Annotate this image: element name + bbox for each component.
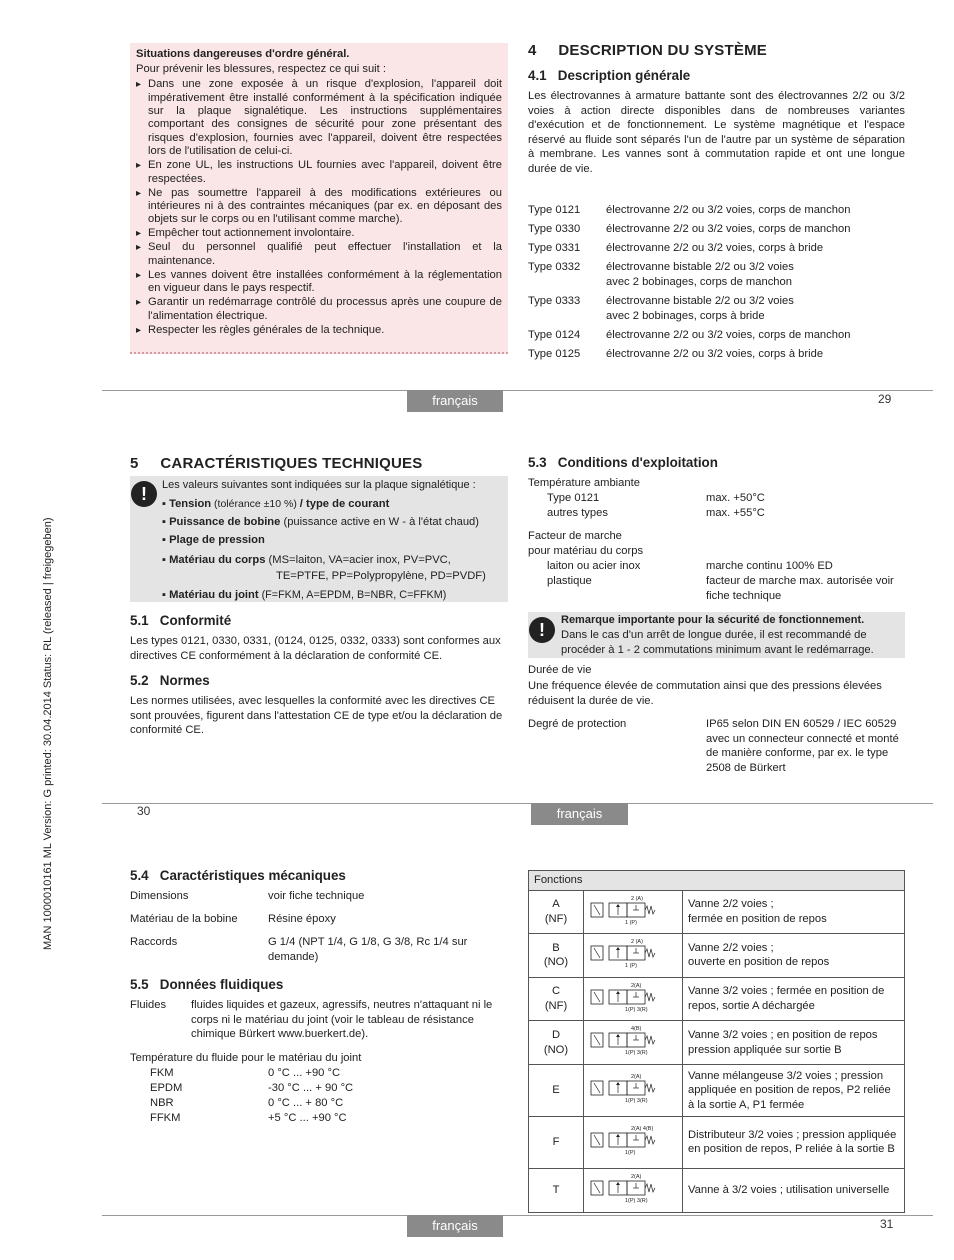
page-divider (102, 390, 933, 391)
type-code: Type 0332 (528, 261, 581, 274)
valve-symbol (584, 977, 683, 1021)
warning-item: ▸ Seul du personnel qualifié peut effectuer l'installation et la maintenance. (136, 241, 502, 268)
function-row (529, 1064, 905, 1116)
temp-row-label: Type 0121 (547, 492, 600, 504)
section-5-title: 5 CARACTÉRISTIQUES TECHNIQUES (130, 455, 423, 472)
type-row (528, 328, 905, 347)
port-label-bottom: 1(P) 3(R) (625, 1197, 648, 1204)
warning-intro: Pour prévenir les blessures, respectez ce qui suit : (136, 62, 386, 75)
duty-row-value: facteur de marche max. autorisée voir fiche technique (706, 575, 894, 602)
note-item-body-material-cont: TE=PTFE, PP=Polypropylène, PD=PVDF) (276, 570, 486, 582)
note-item-body-material: ▪ Matériau du corps (MS=laiton, VA=acier inox, PV=PVC, (162, 554, 451, 566)
type-code: Type 0121 (528, 204, 581, 216)
function-code: E (529, 1064, 584, 1116)
temp-row-value: max. +50°C (706, 492, 765, 504)
types-table (528, 203, 905, 366)
section-5-4-title: 5.4 Caractéristiques mécaniques (130, 868, 346, 883)
warning-item: ▸ Respecter les règles générales de la technique. (136, 324, 502, 337)
duty-label: Facteur de marche (528, 530, 622, 542)
section-5-2-title: 5.2 Normes (130, 673, 210, 688)
valve-symbol (584, 1021, 683, 1065)
language-tab: français (531, 803, 628, 825)
type-code: Type 0333 (528, 294, 581, 307)
warning-item: ▸ Les vannes doivent être installées conformément à la réglementation en vigueur dans le pays respectif. (136, 269, 502, 296)
lifetime-text: Une fréquence élevée de commutation ainsi que des pressions élevées réduisent la durée de vie. (528, 680, 882, 707)
valve-symbol (584, 1064, 683, 1116)
function-row (529, 1116, 905, 1168)
mech-row-label: Dimensions (130, 890, 189, 902)
remark-text: Dans le cas d'un arrêt de longue durée, il est recommandé de procéder à 1 - 2 commutations minimum avant le redémarrage. (561, 629, 874, 656)
protection-value: IP65 selon DIN EN 60529 / IEC 60529 avec un connecteur connecté et monté de manière conforme, par ex. le type 2508 de Bürkert (706, 718, 899, 774)
valve-symbol (584, 1168, 683, 1212)
type-code: Type 0330 (528, 223, 581, 236)
functions-table (528, 870, 905, 1213)
note-item-voltage: ▪ Tension (tolérance ±10 %) / type de courant (162, 498, 390, 510)
port-label-bottom: 1(P) 3(R) (625, 1098, 648, 1105)
function-description: Vanne 3/2 voies ; fermée en position de repos, sortie A déchargée (683, 977, 905, 1021)
type-description: électrovanne bistable 2/2 ou 3/2 voies avec 2 bobinages, corps de manchon (606, 261, 794, 288)
page-number: 31 (880, 1217, 894, 1231)
section-5-2-text: Les normes utilisées, avec lesquelles la conformité avec les directives CE sont prouvées, figurent dans l'attestation CE de type et/ou la déclaration de conformité CE. (130, 695, 503, 737)
function-code: F (529, 1116, 584, 1168)
valve-symbol-icon (585, 1171, 681, 1205)
warning-item: ▸ Ne pas soumettre l'appareil à des modifications extérieures ou intérieures ni à des contraintes mécaniques (par ex. en déposant des objets sur le corps ou en l'utilisant comme marche). (136, 187, 502, 227)
seal-row-label: NBR (150, 1097, 174, 1109)
warning-item: ▸ Dans une zone exposée à un risque d'explosion, l'appareil doit impérativement être installé conformément à la spécification indiquée sur la plaque signalétique. Les instructions supplémentaires comportant des consignes de sécurité pour zone présentant des risques d'explosion, fournies avec l'appareil, doivent être respectées lors de l'utilisation de celui-ci. (136, 78, 502, 158)
port-label-top: 2(A) (631, 982, 642, 989)
function-description: Vanne mélangeuse 3/2 voies ; pression appliquée en position de repos, P2 reliée à la sortie A, P1 fermée (683, 1064, 905, 1116)
type-description: électrovanne 2/2 ou 3/2 voies, corps de manchon (606, 204, 851, 216)
ambient-temp-label: Température ambiante (528, 477, 640, 489)
mech-row-value: G 1/4 (NPT 1/4, G 1/8, G 3/8, Rc 1/4 sur demande) (268, 936, 468, 963)
function-code: D (NO) (529, 1021, 584, 1065)
warning-list (136, 78, 502, 337)
type-row (528, 260, 905, 294)
valve-symbol (584, 1116, 683, 1168)
mech-row-label: Matériau de la bobine (130, 913, 238, 925)
language-tab: français (407, 390, 503, 412)
function-row (529, 934, 905, 978)
function-row (529, 1168, 905, 1212)
mech-row-value: voir fiche technique (268, 890, 365, 902)
duty-row-label: plastique (547, 575, 592, 587)
port-label-bottom: 1(P) 3(R) (625, 1006, 648, 1013)
page-number: 30 (137, 804, 151, 818)
language-tab: français (407, 1215, 503, 1237)
type-code: Type 0124 (528, 328, 581, 341)
seal-row-label: FKM (150, 1067, 174, 1079)
note-intro: Les valeurs suivantes sont indiquées sur la plaque signalétique : (162, 479, 476, 491)
warning-item: ▸ En zone UL, les instructions UL fournies avec l'appareil, doivent être respectées. (136, 159, 502, 186)
function-code: A (NF) (529, 890, 584, 934)
section-5-1-text: Les types 0121, 0330, 0331, (0124, 0125, 0332, 0333) sont conformes aux directives CE conformément à la déclaration de conformité CE. (130, 635, 501, 662)
type-row (528, 241, 905, 260)
warning-item: ▸ Garantir un redémarrage contrôlé du processus après une coupure de l'alimentation électrique. (136, 296, 502, 323)
lifetime-label: Durée de vie (528, 664, 592, 676)
warning-item: ▸ Empêcher tout actionnement involontaire. (136, 227, 502, 240)
function-description: Vanne à 3/2 voies ; utilisation universelle (683, 1168, 905, 1212)
page-divider (102, 803, 933, 804)
function-row (529, 977, 905, 1021)
valve-symbol-icon (585, 1123, 681, 1157)
type-row (528, 203, 905, 222)
port-label-top: 2 (A) (631, 895, 643, 902)
valve-symbol-icon (585, 1023, 681, 1057)
page-divider (102, 1215, 933, 1216)
section-4-title: 4 DESCRIPTION DU SYSTÈME (528, 42, 767, 59)
valve-symbol-icon (585, 980, 681, 1014)
functions-header: Fonctions (529, 871, 905, 891)
type-row (528, 222, 905, 241)
type-row (528, 294, 905, 328)
page-number: 29 (878, 392, 892, 406)
type-description: électrovanne 2/2 ou 3/2 voies, corps à bride (606, 347, 824, 360)
warning-title: Situations dangereuses d'ordre général. (136, 48, 350, 60)
note-item-pressure: ▪ Plage de pression (162, 534, 265, 546)
type-description: électrovanne 2/2 ou 3/2 voies, corps de manchon (606, 223, 851, 236)
valve-symbol-icon (585, 1071, 681, 1105)
port-label-bottom: 1 (P) (625, 919, 637, 926)
type-code: Type 0331 (528, 242, 581, 255)
type-description: électrovanne 2/2 ou 3/2 voies, corps de manchon (606, 328, 851, 341)
remark-title: Remarque importante pour la sécurité de fonctionnement. (561, 614, 865, 626)
section-5-5-title: 5.5 Données fluidiques (130, 977, 284, 992)
port-label-top: 2 (A) (631, 939, 643, 946)
temp-row-label: autres types (547, 507, 608, 519)
valve-symbol-icon (585, 936, 681, 970)
seal-row-value: 0 °C ... + 80 °C (268, 1097, 344, 1109)
protection-label: Degré de protection (528, 718, 627, 730)
fluids-text: fluides liquides et gazeux, agressifs, neutres n'attaquant ni le corps ni le matériau du joint (voir le tableau de résistance chimique Bürkert www.buerkert.de). (191, 999, 493, 1041)
duty-row-label: laiton ou acier inox (547, 560, 641, 572)
function-row (529, 1021, 905, 1065)
function-row (529, 890, 905, 934)
function-description: Vanne 2/2 voies ; fermée en position de repos (683, 890, 905, 934)
section-5-3-title: 5.3 Conditions d'exploitation (528, 455, 718, 470)
type-description: électrovanne 2/2 ou 3/2 voies, corps à bride (606, 242, 824, 255)
port-label-bottom: 1 (P) (625, 963, 637, 970)
warning-exclamation-icon: ! (529, 617, 555, 643)
section-5-1-title: 5.1 Conformité (130, 613, 232, 628)
fluids-label: Fluides (130, 999, 167, 1011)
function-description: Vanne 3/2 voies ; en position de repos pression appliquée sur sortie B (683, 1021, 905, 1065)
port-label-top: 2(A) 4(B) (631, 1126, 654, 1133)
valve-symbol (584, 934, 683, 978)
note-list (162, 495, 506, 604)
seal-row-label: FFKM (150, 1112, 181, 1124)
seal-temp-label: Température du fluide pour le matériau du joint (130, 1052, 362, 1064)
function-code: T (529, 1168, 584, 1212)
note-item-power: ▪ Puissance de bobine (puissance active en W - à l'état chaud) (162, 516, 480, 528)
function-description: Vanne 2/2 voies ; ouverte en position de repos (683, 934, 905, 978)
section-4-1-text: Les électrovannes à armature battante sont des électrovannes 2/2 ou 3/2 voies à action directe disponibles dans de nombreuses variantes d'exécution et de fonctionnement. Le système magnétique et l'espace réservé au fluide sont séparés l'un de l'autre par un système de séparation à membrane. Les vannes sont à commutation rapide et ont une longue durée de vie. (528, 90, 905, 175)
temp-row-value: max. +55°C (706, 507, 765, 519)
port-label-top: 2(A) (631, 1074, 642, 1081)
type-row (528, 347, 905, 366)
warning-exclamation-icon: ! (131, 481, 157, 507)
seal-row-label: EPDM (150, 1082, 183, 1094)
sidebar-print-info: MAN 1000010161 ML Version: G printed: 30.04.2014 Status: RL (released | freigegeben) (42, 517, 54, 950)
note-item-seal-material: ▪ Matériau du joint (F=FKM, A=EPDM, B=NBR, C=FFKM) (162, 589, 447, 601)
function-code: B (NO) (529, 934, 584, 978)
safety-warning-box (130, 43, 508, 354)
valve-symbol (584, 890, 683, 934)
duty-label-2: pour matériau du corps (528, 545, 644, 557)
duty-row-value: marche continu 100% ED (706, 560, 833, 572)
mech-row-value: Résine époxy (268, 913, 336, 925)
function-code: C (NF) (529, 977, 584, 1021)
port-label-top: 4(B) (631, 1026, 642, 1033)
type-description: électrovanne bistable 2/2 ou 3/2 voies avec 2 bobinages, corps à bride (606, 294, 794, 322)
section-4-1-title: 4.1 Description générale (528, 68, 691, 83)
function-description: Distributeur 3/2 voies ; pression appliquée en position de repos, P reliée à la sortie B (683, 1116, 905, 1168)
port-label-top: 2(A) (631, 1173, 642, 1180)
valve-symbol-icon (585, 893, 681, 927)
seal-row-value: 0 °C ... +90 °C (268, 1067, 341, 1079)
type-code: Type 0125 (528, 347, 581, 360)
port-label-bottom: 1(P) 3(R) (625, 1050, 648, 1057)
seal-row-value: +5 °C ... +90 °C (268, 1112, 347, 1124)
mech-row-label: Raccords (130, 936, 178, 948)
seal-row-value: -30 °C ... + 90 °C (268, 1082, 354, 1094)
port-label-bottom: 1(P) (625, 1150, 636, 1157)
